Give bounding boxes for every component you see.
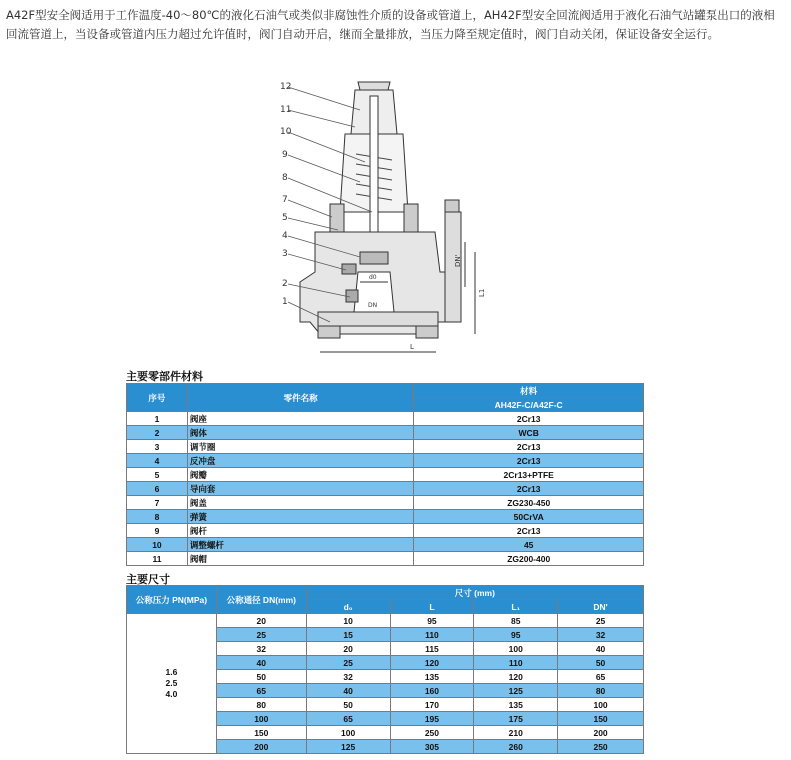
part-label: 9 [282, 150, 288, 160]
cell-d0: 100 [306, 726, 390, 740]
part-label: 4 [282, 231, 288, 241]
cell-d0: 15 [306, 628, 390, 642]
cell-l: 305 [390, 740, 474, 754]
cell-material: 2Cr13 [414, 482, 644, 496]
table-row [127, 482, 644, 496]
header-l1: L₁ [474, 600, 558, 614]
table-row [127, 468, 644, 482]
table-row [127, 440, 644, 454]
cell-name: 调节圈 [187, 440, 414, 454]
table-row [127, 614, 644, 628]
cell-l: 195 [390, 712, 474, 726]
cell-name: 阀座 [187, 412, 414, 426]
cell-l: 135 [390, 670, 474, 684]
cell-d0: 125 [306, 740, 390, 754]
pn-value: 2.5 [165, 678, 178, 688]
cell-l1: 110 [474, 656, 558, 670]
header-dn: 公称通径 DN(mm) [216, 586, 306, 614]
cell-no: 10 [127, 538, 188, 552]
dimensions-title: 主要尺寸 [126, 573, 170, 586]
cell-material: 2Cr13+PTFE [414, 468, 644, 482]
cell-no: 7 [127, 496, 188, 510]
header-pn: 公称压力 PN(MPa) [127, 586, 217, 614]
cell-l: 120 [390, 656, 474, 670]
intro-paragraph: A42F型安全阀适用于工作温度-40～80℃的液化石油气或类似非腐蚀性介质的设备或管道上，AH42F型安全回流阀适用于液化石油气站罐泵出口的液相回流管道上，当设备或管道内压力超过允许值时，阀门自动开启，继而全量排放，当压力降至规定值时，阀门自动关闭，保证设备安全运行。 [6, 8, 775, 41]
cell-name: 阀瓣 [187, 468, 414, 482]
cell-dn2: 32 [558, 628, 644, 642]
cell-dn2: 200 [558, 726, 644, 740]
cell-l: 250 [390, 726, 474, 740]
materials-title: 主要零部件材料 [126, 370, 203, 383]
cell-l1: 175 [474, 712, 558, 726]
cell-no: 2 [127, 426, 188, 440]
part-label: 7 [282, 195, 288, 205]
cell-dn2: 250 [558, 740, 644, 754]
cell-name: 调整螺杆 [187, 538, 414, 552]
cell-dn: 32 [216, 642, 306, 656]
cell-dn: 150 [216, 726, 306, 740]
table-row [127, 510, 644, 524]
part-label: 12 [280, 82, 292, 92]
cell-l1: 100 [474, 642, 558, 656]
cell-d0: 10 [306, 614, 390, 628]
part-label: 1 [282, 297, 288, 307]
cell-material: ZG230-450 [414, 496, 644, 510]
table-row [127, 426, 644, 440]
table-row [127, 496, 644, 510]
cell-l1: 125 [474, 684, 558, 698]
cell-d0: 50 [306, 698, 390, 712]
cell-no: 6 [127, 482, 188, 496]
cell-l: 115 [390, 642, 474, 656]
cell-l1: 135 [474, 698, 558, 712]
header-l: L [390, 600, 474, 614]
cell-no: 11 [127, 552, 188, 566]
cell-name: 阀体 [187, 426, 414, 440]
dim-label-l1: L1 [478, 288, 486, 297]
cell-name: 弹簧 [187, 510, 414, 524]
cell-d0: 65 [306, 712, 390, 726]
header-no: 序号 [127, 384, 188, 412]
cell-l1: 95 [474, 628, 558, 642]
valve-cross-section-drawing [260, 72, 530, 362]
header-material: 材料 [414, 384, 644, 398]
table-row [127, 412, 644, 426]
cell-d0: 25 [306, 656, 390, 670]
cell-no: 1 [127, 412, 188, 426]
cell-no: 8 [127, 510, 188, 524]
cell-dn: 25 [216, 628, 306, 642]
cell-material: 50CrVA [414, 510, 644, 524]
dimensions-table [126, 585, 644, 754]
header-name: 零件名称 [187, 384, 414, 412]
cell-l: 95 [390, 614, 474, 628]
pn-value: 1.6 [165, 667, 178, 677]
cell-name: 阀盖 [187, 496, 414, 510]
cell-l1: 85 [474, 614, 558, 628]
dim-label-dn-bottom: DN [368, 302, 378, 309]
cell-l1: 260 [474, 740, 558, 754]
cell-dn2: 25 [558, 614, 644, 628]
part-label: 11 [280, 105, 292, 115]
cell-dn: 100 [216, 712, 306, 726]
cell-l: 170 [390, 698, 474, 712]
cell-material: 2Cr13 [414, 440, 644, 454]
part-label: 10 [280, 127, 292, 137]
cell-dn2: 40 [558, 642, 644, 656]
cell-dn: 80 [216, 698, 306, 712]
cell-dn2: 100 [558, 698, 644, 712]
cell-dn2: 150 [558, 712, 644, 726]
table-row [127, 538, 644, 552]
cell-dn: 50 [216, 670, 306, 684]
cell-no: 3 [127, 440, 188, 454]
cell-no: 9 [127, 524, 188, 538]
cell-d0: 32 [306, 670, 390, 684]
cell-l1: 120 [474, 670, 558, 684]
header-model: AH42F-C/A42F-C [414, 398, 644, 412]
cell-dn2: 50 [558, 656, 644, 670]
cell-dn: 200 [216, 740, 306, 754]
cell-material: 2Cr13 [414, 454, 644, 468]
cell-dn2: 65 [558, 670, 644, 684]
header-size: 尺寸 (mm) [306, 586, 643, 600]
part-label: 2 [282, 279, 288, 289]
cell-no: 5 [127, 468, 188, 482]
dim-label-d0: d0 [369, 274, 377, 281]
cell-dn2: 80 [558, 684, 644, 698]
cell-no: 4 [127, 454, 188, 468]
cell-material: WCB [414, 426, 644, 440]
part-label: 5 [282, 213, 288, 223]
cell-l1: 210 [474, 726, 558, 740]
header-d0: d₀ [306, 600, 390, 614]
cell-dn: 65 [216, 684, 306, 698]
table-row [127, 454, 644, 468]
cell-material: 2Cr13 [414, 524, 644, 538]
cell-material: ZG200-400 [414, 552, 644, 566]
cell-pn [127, 614, 217, 754]
part-label: 8 [282, 173, 288, 183]
cell-dn: 20 [216, 614, 306, 628]
cell-name: 阀帽 [187, 552, 414, 566]
cell-l: 110 [390, 628, 474, 642]
table-row [127, 552, 644, 566]
cell-d0: 20 [306, 642, 390, 656]
cell-name: 导向套 [187, 482, 414, 496]
part-label: 3 [282, 249, 288, 259]
cell-l: 160 [390, 684, 474, 698]
dim-label-dn: DN' [454, 254, 462, 267]
cell-dn: 40 [216, 656, 306, 670]
header-dn2: DN' [558, 600, 644, 614]
cell-d0: 40 [306, 684, 390, 698]
cell-name: 反冲盘 [187, 454, 414, 468]
materials-table [126, 383, 644, 566]
cell-name: 阀杆 [187, 524, 414, 538]
dim-label-l: L [410, 343, 414, 351]
table-row [127, 524, 644, 538]
cell-material: 2Cr13 [414, 412, 644, 426]
pn-value: 4.0 [165, 689, 178, 699]
cell-material: 45 [414, 538, 644, 552]
